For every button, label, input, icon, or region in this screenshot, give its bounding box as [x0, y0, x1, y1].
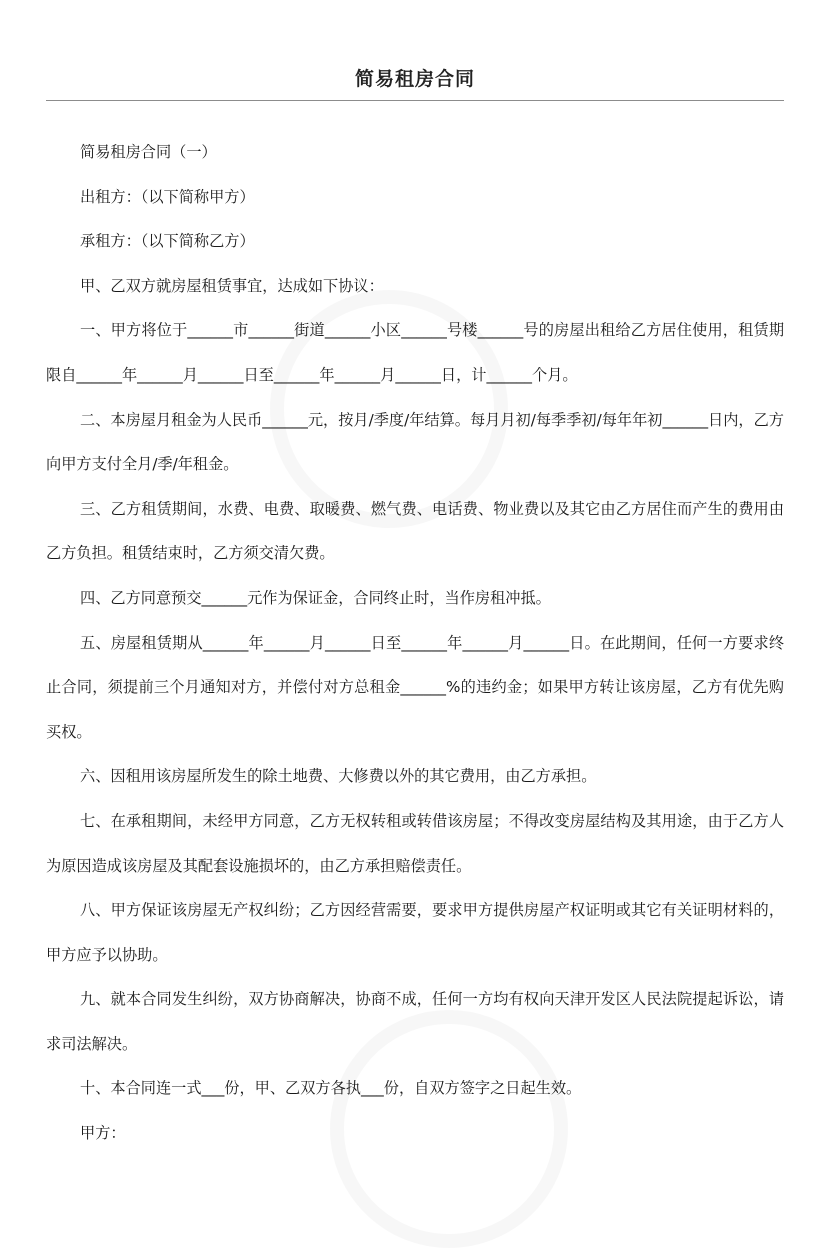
clause-2: 二、本房屋月租金为人民币______元，按月/季度/年结算。每月月初/每季季初/每年年初______日内，乙方向甲方支付全月/季/年租金。 [46, 410, 784, 474]
paragraph-lessee: 承租方：（以下简称乙方） [80, 232, 255, 251]
clause-8: 八、甲方保证该房屋无产权纠纷；乙方因经营需要，要求甲方提供房屋产权证明或其它有关证明材料的，甲方应予以协助。 [46, 901, 784, 964]
title-divider [46, 100, 784, 101]
clause-7: 七、在承租期间，未经甲方同意，乙方无权转租或转借该房屋；不得改变房屋结构及其用途，由于乙方人为原因造成该房屋及其配套设施损坏的，由乙方承担赔偿责任。 [46, 811, 784, 875]
document-title: 简易租房合同 [354, 68, 475, 90]
clause-9: 九、就本合同发生纠纷，双方协商解决，协商不成，任何一方均有权向天津开发区人民法院提起诉讼，请求司法解决。 [46, 990, 784, 1053]
clause-10: 十、本合同连一式___份，甲、乙双方各执___份，自双方签字之日起生效。 [80, 1079, 582, 1098]
clause-1: 一、甲方将位于______市______街道______小区______号楼______号的房屋出租给乙方居住使用，租赁期限自______年______月______日至______年______月______日，计______个月。 [46, 321, 784, 384]
signature-party-a: 甲方： [80, 1124, 126, 1143]
paragraph-intro: 甲、乙双方就房屋租赁事宜，达成如下协议： [80, 276, 384, 295]
clause-3: 三、乙方租赁期间，水费、电费、取暖费、燃气费、电话费、物业费以及其它由乙方居住而产生的费用由乙方负担。租赁结束时，乙方须交清欠费。 [46, 499, 784, 563]
document-body [46, 130, 784, 1156]
clause-6: 六、因租用该房屋所发生的除土地费、大修费以外的其它费用，由乙方承担。 [80, 767, 597, 786]
clause-5: 五、房屋租赁期从______年______月______日至______年______月______日。在此期间，任何一方要求终止合同，须提前三个月通知对方，并偿付对方总租金______%的违约金；如果甲方转让该房屋，乙方有优先购买权。 [46, 633, 784, 741]
paragraph-heading: 简易租房合同（一） [80, 143, 217, 161]
clause-4: 四、乙方同意预交______元作为保证金，合同终止时，当作房租冲抵。 [80, 588, 551, 607]
paragraph-lessor: 出租方：（以下简称甲方） [80, 187, 255, 206]
